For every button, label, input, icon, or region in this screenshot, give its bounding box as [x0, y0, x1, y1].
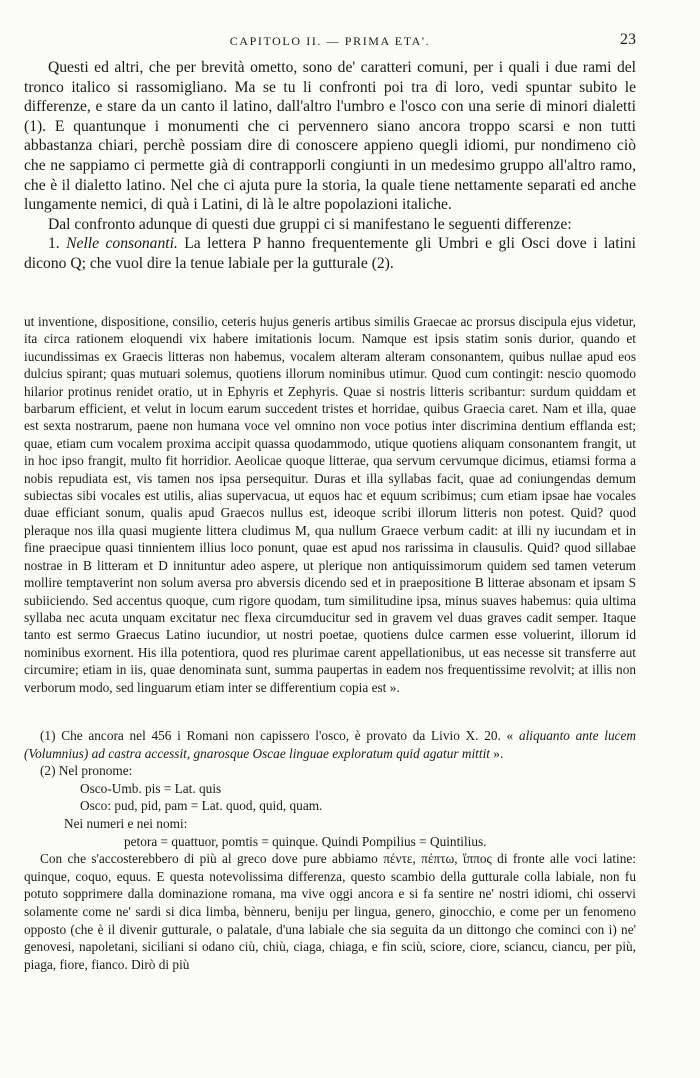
paragraph-3-text: La lettera P hanno frequentemente gli Umbri e gli Osci dove i latini dicono Q; che vuol dire la tenue labiale per la gutturale (2). [24, 235, 636, 272]
footnote-2-line-petora: petora = quattuor, pomtis = quinque. Quindi Pompilius = Quintilius. [124, 833, 487, 849]
paragraph-3 [24, 234, 636, 273]
footnote-2-paragraph: Con che s'accosterebbero di più al greco dove pure abbiamo πέντε, πέπτω, ἵππος di fronte alle voci latine: quinque, coquo, equus. E questa notevolissima differenza, questo scambio della gutturale colla labiale, non fu potuto sopprimere dalla dominazione romana, ma vive oggi ancora e si fa sentire ne' nostri idiomi, chi osservi solamente come ne' sardi si dica limba, bènneru, beniju per lingua, genero, ginocchio, e come per un fenomeno opposto (che è il divenir gutturale, o palatale, d'una labiale che sia seguita da un dittongo che cominci con i) ne' genovesi, napoletani, siciliani si odano ciù, chiù, ciaga, chiaga, e fin sciù, sciore, ciore, sciancu, ciancu, per più, piaga, fiore, fianco. Dirò di più [24, 851, 636, 972]
footnotes [24, 727, 636, 973]
page-header [24, 31, 636, 51]
latin-quotation: ut inventione, dispositione, consilio, ceteris hujus generis artibus similis Graecae ac prorsus discipula ejus videtur, ita circa rationem eloquendi vix habere imitationis locum. Namque est ipsis statim sonis durior, quando et iucundissimas ex Graecis litteras non habemus, vocalem alteram alteram consonantem, quibus nullae apud eos dulcius spirant; quas mutuari solemus, quotiens illorum nominibus utimur. Quod cum contingit: nescio quomodo hilarior protinus renidet oratio, ut in Ephyris et Zephyris. Quae si nostris litteris scribantur: surdum quiddam et barbarum efficient, et velut in locum earum succedent tristes et horridae, quibus Graecia caret. Nam et illa, quae est sexta nostrarum, paene non humana voce vel omnino non voce potius inter discrimina dentium efflanda est; quae, etiam cum vocalem proxima accipit quassa quodammodo, utique quotiens aliquam consonantem frangit, ut in hoc ipso frangit, multo fit horridior. Aeolicae quoque litterae, qua servum cervumque dicimus, etiamsi forma a nobis repudiata est, vis tamen nos ipsa persequitur. Duras et illa syllabas facit, quae ad coniungendas demum subiectas sibi vocales est utilis, alias supervacua, ut equos hac et equum scribimus; cum etiam ipsae hae vocales duae efficiant sonum, qualis apud Graecos nullus est, ideoque scribi illorum litteris non potest. Quid? quod pleraque nos illa quasi mugiente littera cludimus M, qua nullum Graece verbum cadit: at illi ny iucundam et in fine praecipue quasi tinnientem illius loco ponunt, quae est apud nos rarissima in clausulis. Quid? quod sillabae nostrae in B litteram et D innituntur adeo aspere, ut plerique non antiquissimorum quidem sed tamen veterum mollire temptaverint non solum aversa pro abversis dicendo sed et in praepositione B litterae absonam et ipsam S subiiciendo. Sed accentus quoque, cum rigore quodam, tum similitudine ipsa, minus suaves habemus: quia ultima syllaba nec acuta unquam excitatur nec flexa circumducitur sed in gravem vel duas graves cadit semper. Itaque tanto est sermo Graecus Latino iucundior, ut nostri poetae, quotiens dulce carmen esse voluerint, illorum id nominibus exornent. His illa potentiora, quod res plurimae carent appellationibus, ut eas necesse sit transferre aut circumire; etiam in iis, quae denominata sunt, summa paupertas in eadem nos frequentissime revolvit; at illis non verborum modo, sed linguarum etiam inter se differentium copia est ». [24, 314, 636, 695]
main-text [24, 58, 636, 274]
paragraph-3-number: 1. [48, 235, 67, 253]
footnote-1 [24, 727, 636, 762]
footnote-2-line-numeri: Nei numeri e nei nomi: [64, 815, 188, 831]
paragraph-1: Questi ed altri, che per brevità ometto, sono de' caratteri comuni, per i quali i due rami del tronco italico si rassomigliano. Ma se tu li confronti poi tra di loro, vedi spuntar subito le differenze, e stare da un canto il latino, dall'altro l'umbro e l'osco con una serie di minori dialetti (1). E quantunque i monumenti che ci pervennero siano ancora troppo scarsi e non tutti abbastanza chiari, perchè possiam dire di conoscere appieno quegli idiomi, pur nondimeno ciò che ne sappiamo ci permette già di contrapporli congiunti in un medesimo gruppo all'altro ramo, che è il dialetto latino. Nel che ci ajuta pure la storia, la quale tiene nettamente separati ed anche lungamente nemici, di quà i Latini, di là le altre popolazioni italiche. [24, 59, 636, 214]
footnote-2-line-osco: Osco: pud, pid, pam = Lat. quod, quid, quam. [80, 798, 323, 814]
running-title: CAPITOLO II. — PRIMA ETA'. [229, 34, 431, 48]
footnote-2-line-osco-umb: Osco-Umb. pis = Lat. quis [80, 780, 222, 796]
page-number: 23 [620, 31, 636, 48]
paragraph-3-heading: Nelle consonanti. [66, 235, 178, 253]
footnote-2-label: (2) Nel pronome: [40, 763, 133, 779]
paragraph-2: Dal confronto adunque di questi due gruppi ci si manifestano le seguenti differenze: [48, 215, 572, 233]
footnote-1-quote: aliquanto ante lucem (Volumnius) ad castra accessit, gnarosque Oscae linguae exploratum quid agatur mittit [24, 728, 637, 761]
footnote-1-end: ». [489, 745, 504, 761]
footnote-1-text: (1) Che ancora nel 456 i Romani non capissero l'osco, è provato da Livio X. 20. « [40, 728, 519, 743]
